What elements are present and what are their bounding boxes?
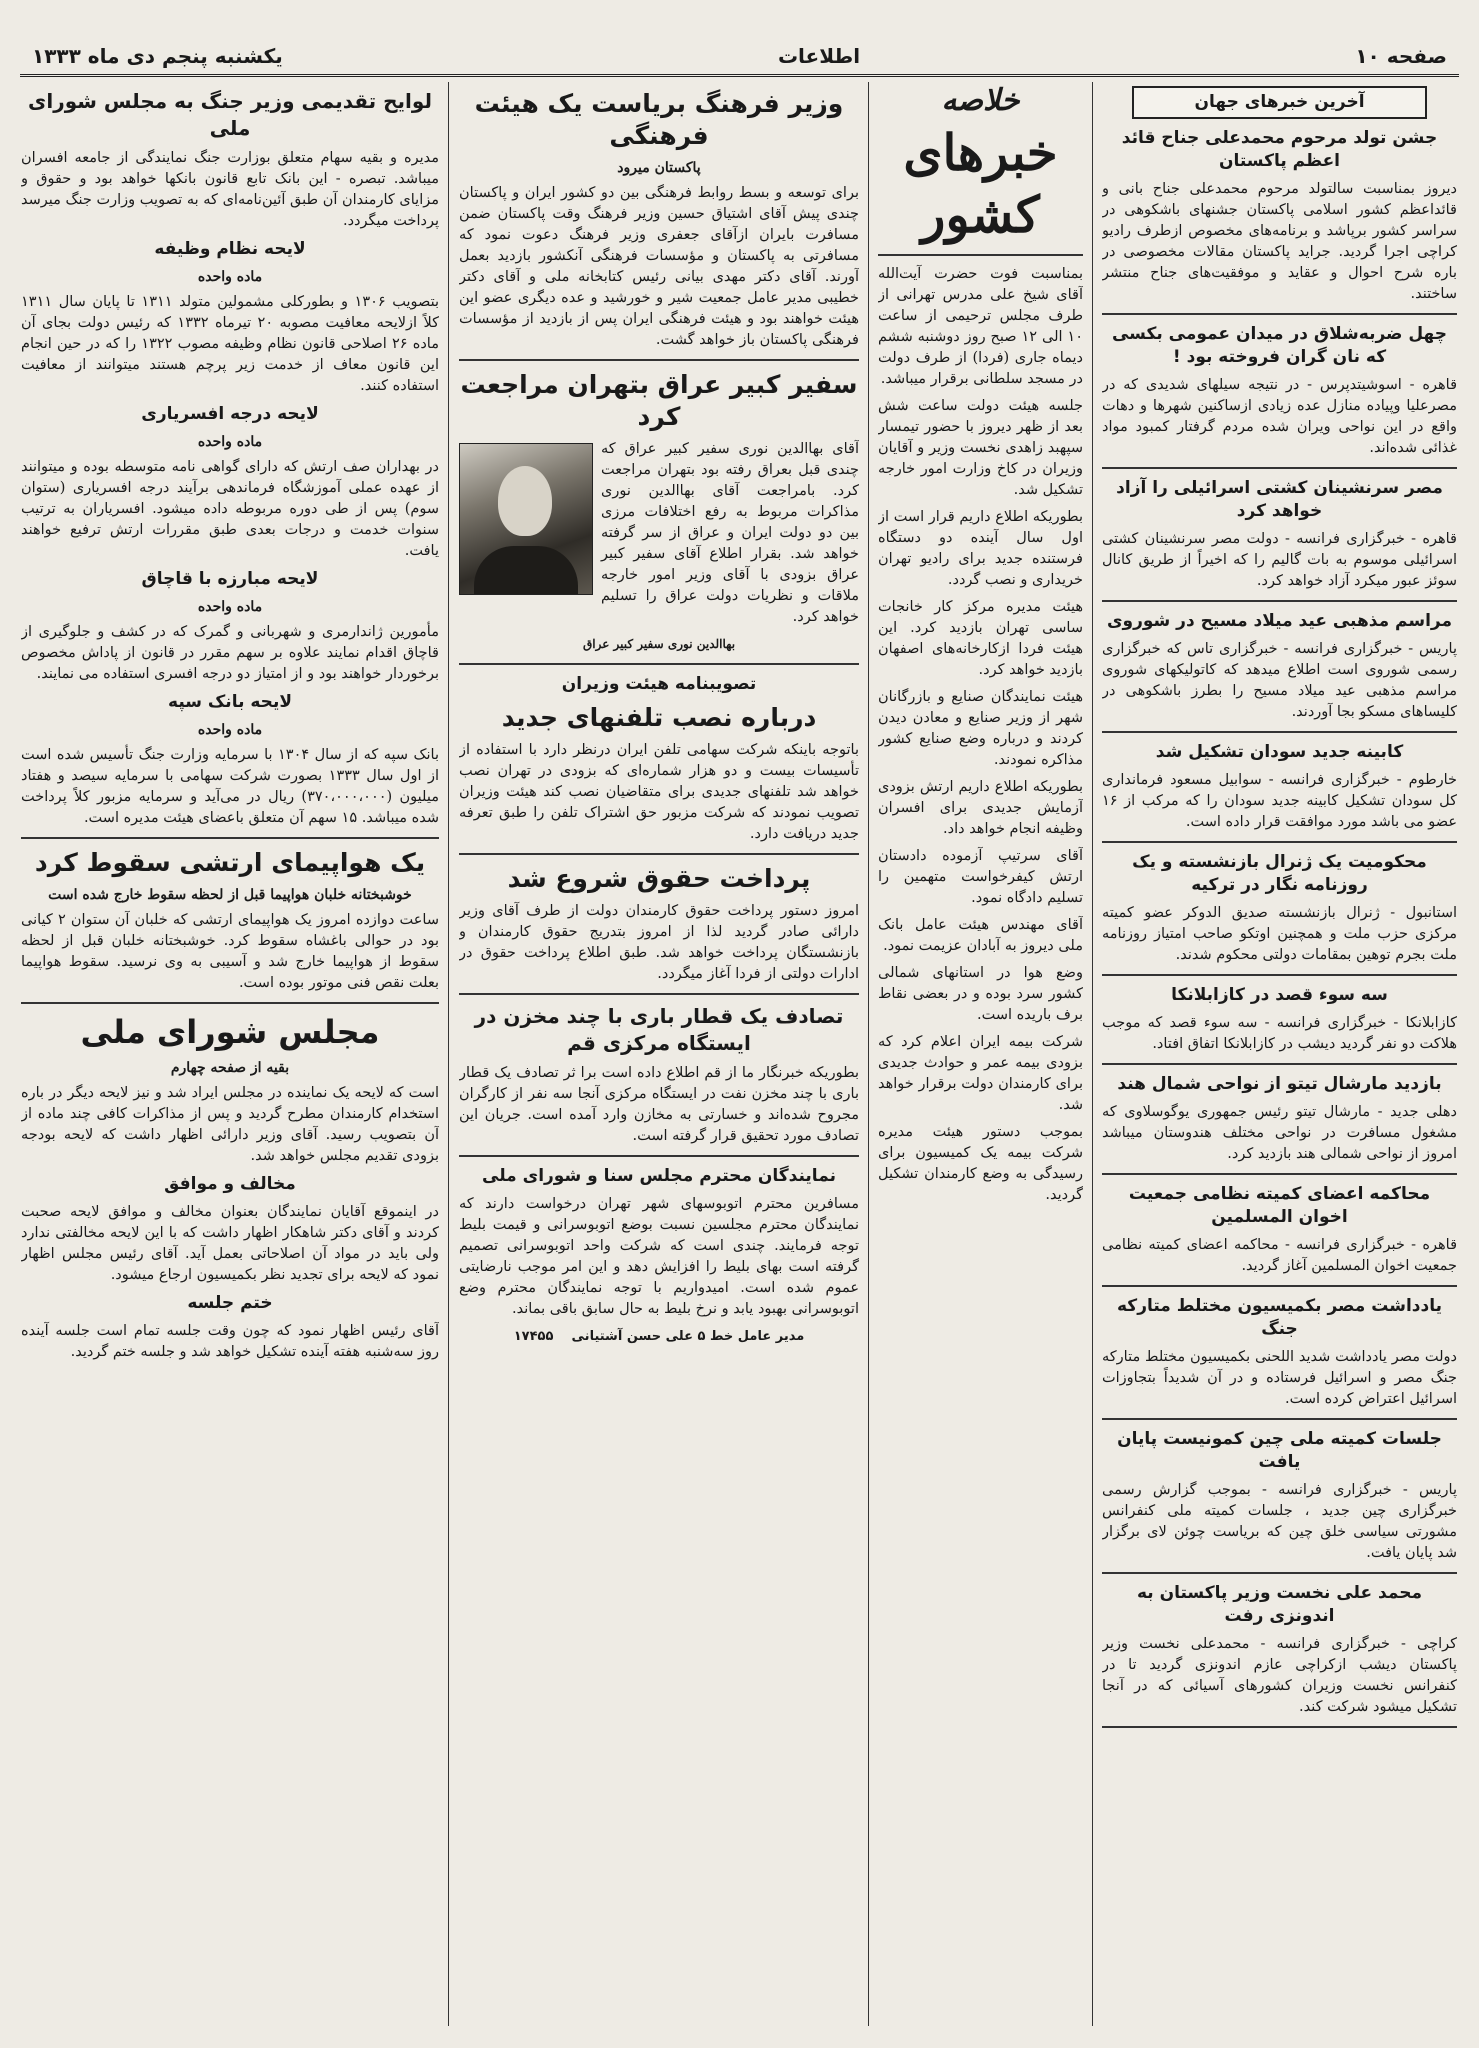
photo-caption: بهاالدین نوری سفیر کبیر عراق xyxy=(582,637,736,651)
divider xyxy=(1102,1063,1457,1065)
masthead xyxy=(20,38,1459,77)
salary-headline: پرداخت حقوق شروع شد xyxy=(507,864,811,893)
conscription-article: ماده واحده xyxy=(197,269,263,285)
divider xyxy=(459,359,859,361)
culture-minister-headline: وزیر فرهنگ بریاست یک هیئت فرهنگی xyxy=(474,89,844,150)
smuggling-article: ماده واحده xyxy=(197,599,263,615)
world-news-body: استانبول - ژنرال بازنشسته صدیق الدوکر عضو کمیته مرکزی حزب ملت و همچنین اوتکو صاحب امتیاز روزنامه ملت بجرم توهین بمقامات دولتی محکوم شدند. xyxy=(1102,905,1457,963)
world-news-headline: محکومیت یک ژنرال بازنشسته و یک روزنامه نگار در ترکیه xyxy=(1132,852,1427,895)
session-end-body: آقای رئیس اظهار نمود که چون وقت جلسه تمام است جلسه آینده روز سه‌شنبه هفته آینده تشکیل خواهد شد و جلسه ختم گردید. xyxy=(21,1323,439,1360)
divider xyxy=(21,1002,439,1004)
divider xyxy=(1102,731,1457,733)
majles-headline: مجلس شورای ملی xyxy=(80,1013,380,1051)
sepah-bank-body: بانک سپه که از سال ۱۳۰۴ با سرمایه وزارت جنگ تأسیس شده است از اول سال ۱۳۳۳ بصورت شرکت سهامی با سرمایه سیصد و هفتاد میلیون (۳۷۰،۰۰۰،۰۰۰) ریال در می‌آید و سرمایه مزبور کلاً پرداخت شده میباشد. ۱۵ سهم آن متعلق باعضای هیئت مدیره است. xyxy=(21,747,439,826)
salary-body: امروز دستور پرداخت حقوق کارمندان دولت از طرف آقای وزیر دارائی صادر گردید لذا از امروز بتدریج حقوق کارمندان و بازنشستگان پرداخت خواهد شد. طبق اطلاع پرداخت حقوق در ادارات دولتی از فردا آغاز میگردد. xyxy=(459,903,859,982)
world-news-body: دولت مصر یادداشت شدید اللحنی بکمیسیون مختلط متارکه جنگ مصر و اسرائیل فرستاده و در آن شدیداً بتجاوزات اسرائیل اعتراض کرده است. xyxy=(1102,1349,1457,1407)
world-news-headline: یادداشت مصر بکمیسیون مختلط متارکه جنگ xyxy=(1117,1296,1442,1339)
summary-item: آقای سرتیپ آزموده دادستان ارتش کیفرخواست متهمین را تسلیم دادگاه نمود. xyxy=(878,848,1083,906)
world-news-body: کازابلانکا - خبرگزاری فرانسه - سه سوء قصد که موجب هلاکت دو نفر گردید دیشب در کازابلانکا اتفاق افتاد. xyxy=(1102,1015,1457,1052)
conscription-body: بتصویب ۱۳۰۶ و بطورکلی مشمولین متولد ۱۳۱۱ تا پایان سال ۱۳۱۱ کلاً ازلایحه معافیت مصوبه ۲۰ تیرماه ۱۳۳۲ که رئیس دولت بجای آن ماده ۲۶ اصلاحی قانون نظام وظیفه مصوب ۱۳۲۲ را که در حین انجام این قانون معاف از خدمت زیر پرچم هستند میتوانند از معافیت استفاده کنند. xyxy=(21,294,439,394)
plane-crash-body: ساعت دوازده امروز یک هواپیمای ارتشی که خلبان آن ستوان ۲ کیانی بود در حوالی باغشاه سقوط کرد. خوشبختانه خلبان قبل از لحظه سقوط از هواپیما خارج شد و آسیبی به وی نرسید. سقوط هواپیما بعلت نقص فنی موتور بوده است. xyxy=(21,912,439,991)
majles-continued: بقیه از صفحه چهارم xyxy=(170,1060,290,1076)
divider xyxy=(459,853,859,855)
world-news-headline: مصر سرنشینان کشتی اسرائیلی را آزاد خواهد کرد xyxy=(1116,478,1443,521)
ad-number: ۱۷۴۵۵ xyxy=(513,1329,554,1344)
world-news-headline: مراسم مذهبی عید میلاد مسیح در شوروی xyxy=(1106,611,1453,631)
plane-crash-subhead: خوشبختانه خلبان هواپیما قبل از لحظه سقوط خارج شده است xyxy=(48,887,412,903)
column-rule xyxy=(448,82,449,2026)
parliament-column xyxy=(21,82,439,2026)
summary-kicker: خلاصه xyxy=(941,83,1020,118)
divider xyxy=(1102,313,1457,315)
telephone-body: باتوجه باینکه شرکت سهامی تلفن ایران درنظر دارد با استفاده از تأسیسات بیست و دو هزار شماره‌ای که بزودی در تهران نصب خواهد شد تلفنهای جدیدی برای متقاضیان نصب کند هیئت وزیران تصویب نمودند که شرکت مزبور حق اشتراک تلفن را طبق تعرفه جدید دریافت دارد. xyxy=(459,742,859,842)
column-rule xyxy=(868,82,869,2026)
divider xyxy=(1102,1173,1457,1175)
world-news-column xyxy=(1102,82,1457,2026)
smuggling-body: مأمورین ژاندارمری و شهربانی و گمرک که در کشف و جلوگیری از قاچاق اقدام نمایند علاوه بر سهم مقرر در قانون از پاداش مخصوص برخوردار خواهند بود و از امتیاز دو درجه افسری استفاده می نمایند. xyxy=(21,624,439,682)
opponents-supporters-title: مخالف و موافق xyxy=(164,1174,296,1194)
divider xyxy=(459,993,859,995)
train-accident-headline: تصادف یک قطار باری با چند مخزن در ایستگاه مرکزی قم xyxy=(474,1004,844,1055)
officer-rank-body: در بهداران صف ارتش که دارای گواهی نامه متوسطه بوده و میتوانند از عهده عملی آموزشگاه فرماندهی برآیند درجه افسریاری (ستوان سوم) پس از طی دوره مربوطه داده میشود. افسریاران به ترتیب سنوات خدمت و درجات بعدی طبق مقررات ارتش ترفیع خواهند یافت. xyxy=(21,459,439,559)
officer-rank-bill-title: لایحه درجه افسریاری xyxy=(141,404,319,424)
bills-intro: مدیره و بقیه سهام متعلق بوزارت جنگ نمایندگی از جامعه افسران میباشد. تبصره - این بانک تابع قانون بانکها خواهد بود و حقوق و مزایای کارمندان آن طبق آئین‌نامه‌ای که به تصویب وزارت جنگ میرسد پرداخت میگردد. xyxy=(21,150,439,229)
divider xyxy=(1102,600,1457,602)
world-news-body: دیروز بمناسبت سالتولد مرحوم محمدعلی جناح بانی و قائداعظم کشور اسلامی پاکستان جشنهای باشکوهی در سراسر کشور برپاشد و برنامه‌های مخصوص ازطرف رادیو کراچی اجرا گردید. جراید پاکستان مقالات مخصوصی در باره شرح احوال و عقاید و موفقیت‌های جناح منتشر ساختند. xyxy=(1102,181,1457,302)
culture-minister-subhead: پاکستان میرود xyxy=(617,160,701,176)
paper-name: اطلاعات xyxy=(777,44,861,68)
world-news-body: پاریس - خبرگزاری فرانسه - بموجب گزارش رسمی خبرگزاری چین جدید ، جلسات کمیته ملی کنفرانس مشورتی سیاسی خلق چین که بریاست چوئن لای برگزار شد پایان یافت. xyxy=(1102,1482,1457,1561)
divider xyxy=(21,837,439,839)
majles-body: است که لایحه یک نماینده در مجلس ایراد شد و نیز لایحه دیگر در باره استخدام کارمندان مطرح گردید و پس از مذاکرات کافی چند ماده از آن بتصویب رسید. آقای وزیر دارائی اظهار داشت که لایحه بودجه بزودی تقدیم مجلس خواهد شد. xyxy=(21,1085,439,1164)
world-news-body: قاهره - خبرگزاری فرانسه - دولت مصر سرنشینان کشتی اسرائیلی موسوم به بات گالیم را که اخیراً از طریق کانال سوئز عبور میکرد آزاد خواهد کرد. xyxy=(1102,531,1457,589)
world-news-headline: چهل ضربه‌شلاق در میدان عمومی بکسی که نان گران فروخته بود ! xyxy=(1111,324,1448,367)
summary-item: وضع هوا در استانهای شمالی کشور سرد بوده و در بعضی نقاط برف باریده است. xyxy=(878,965,1083,1023)
world-news-headline: بازدید مارشال تیتو از نواحی شمال هند xyxy=(1117,1074,1442,1094)
summary-item: بمناسبت فوت حضرت آیت‌الله آقای شیخ علی مدرس تهرانی از طرف مجلس ترحیمی از ساعت ۱۰ الی ۱۲ صبح روز دوشنبه ششم دیماه جاری (فردا) از طرف دولت در مسجد سلطانی برقرار میباشد. xyxy=(878,266,1083,387)
divider xyxy=(1102,841,1457,843)
iraq-ambassador-body: آقای بهاالدین نوری سفیر کبیر عراق که چندی قبل بعراق رفته بود بتهران مراجعت کرد. بامراجعت آقای بهاالدین نوری مذاکرات مربوط به رفع اختلافات مرزی بین دو دولت ایران و عراق از سر گرفته خواهد شد. بقرار اطلاع آقای سفیر کبیر عراق بزودی با آقای وزیر امور خارجه ملاقات و نظریات دولت عراق را تسلیم خواهد کرد. xyxy=(601,441,859,625)
sepah-bank-article: ماده واحده xyxy=(197,722,263,738)
divider xyxy=(1102,467,1457,469)
train-accident-body: بطوریکه خبرنگار ما از قم اطلاع داده است برا ثر تصادف یک قطار باری با چند مخزن نفت در ایستگاه مرکزی آنجا سه نفر از کارگران مجروح شده‌اند و خسارتی به مخازن وارد آمده است. جریان این تصادف مورد تحقیق قرار گرفته است. xyxy=(459,1065,859,1144)
summary-item: هیئت نمایندگان صنایع و بازرگانان شهر از وزیر صنایع و معادن دیدن کردند و درباره وضع صنایع کشور مذاکره نمودند. xyxy=(878,689,1083,768)
world-news-headline: محمد علی نخست وزیر پاکستان به اندونزی رفت xyxy=(1136,1583,1423,1626)
war-minister-bills-headline: لوایح تقدیمی وزیر جنگ به مجلس شورای ملی xyxy=(28,89,432,140)
letter-headline: نمایندگان محترم مجلس سنا و شورای ملی xyxy=(482,1166,836,1186)
smuggling-bill-title: لایحه مبارزه با قاچاق xyxy=(141,569,319,589)
world-news-body: قاهره - اسوشیتدپرس - در نتیجه سیلهای شدیدی که در مصرعلیا وپیاده منازل عده زیادی ازساکنین شهرها و دهات واقع در این نواحی ویران شده مردم گرفتار کمبود مواد غذائی شده‌اند. xyxy=(1102,377,1457,456)
summary-title: خبرهای کشور xyxy=(903,123,1058,244)
summary-item: جلسه هیئت دولت ساعت شش بعد از ظهر دیروز با حضور تیمسار سپهبد زاهدی نخست وزیر و آقایان وزیران در کاخ وزارت امور خارجه تشکیل شد. xyxy=(878,398,1083,498)
world-news-body: خارطوم - خبرگزاری فرانسه - سوابیل مسعود فرمانداری کل سودان تشکیل کابینه جدید سودان را که مرکب از ۱۶ عضو می باشد مورد موافقت قرار داده است. xyxy=(1102,772,1457,830)
world-news-headline: کابینه جدید سودان تشکیل شد xyxy=(1155,742,1404,762)
world-news-body: پاریس - خبرگزاری فرانسه - خبرگزاری تاس که خبرگزاری رسمی شوروی است اطلاع میدهد که کاتولیکهای شوروی مراسم مذهبی عید میلاد مسیح را بطرز باشکوهی در کلیساهای مسکو بجا آوردند. xyxy=(1102,641,1457,720)
divider xyxy=(1102,1726,1457,1728)
world-news-box-title: آخرین خبرهای جهان xyxy=(1132,86,1427,119)
world-news-body: قاهره - خبرگزاری فرانسه - محاکمه اعضای کمیته نظامی جمعیت اخوان المسلمین آغاز گردید. xyxy=(1102,1237,1457,1274)
telephone-headline: درباره نصب تلفنهای جدید xyxy=(501,703,817,732)
divider xyxy=(1102,1418,1457,1420)
session-end-title: ختم جلسه xyxy=(187,1293,273,1313)
divider xyxy=(1102,974,1457,976)
letter-signature xyxy=(459,1326,859,1347)
conscription-bill-title: لایحه نظام وظیفه xyxy=(154,239,306,259)
iraq-ambassador-headline: سفیر کبیر عراق بتهران مراجعت کرد xyxy=(460,370,858,431)
center-column xyxy=(459,82,859,2026)
world-news-headline: جشن تولد مرحوم محمدعلی جناح قائد اعظم پاکستان xyxy=(1121,128,1438,171)
telephone-headline-top: تصویبنامه هیئت وزیران xyxy=(561,674,757,694)
summary-item: هیئت مدیره مرکز کار خانجات ساسی تهران بازدید کرد. این هیئت فردا ازکارخانه‌های اصفهان بازدید خواهد کرد. xyxy=(878,599,1083,678)
world-news-headline: سه سوء قصد در کازابلانکا xyxy=(1171,985,1388,1005)
world-news-headline: محاکمه اعضای کمیته نظامی جمعیت اخوان المسلمین xyxy=(1128,1184,1431,1227)
divider xyxy=(878,254,1083,256)
summary-item: بموجب دستور هیئت مدیره شرکت بیمه یک کمیسیون برای رسیدگی به وضع کارمندان تشکیل گردید. xyxy=(878,1124,1083,1203)
column-rule xyxy=(1092,82,1093,2026)
summary-item: بطوریکه اطلاع داریم قرار است از اول سال آینده دو دستگاه فرستنده جدید برای رادیو تهران خریداری و نصب گردد. xyxy=(878,509,1083,588)
divider xyxy=(459,1155,859,1157)
opponents-supporters-body: در اینموقع آقایان نمایندگان بعنوان مخالف و موافق لایحه صحبت کردند و آقای دکتر شاهکار اظهار داشت که با این لایحه مخالفتی ندارد ولی باید در مواد آن اصلاحاتی بعمل آید. آقای رئیس مجلس اظهار نمود که لایحه برای تجدید نظر بکمیسیون ارجاع میشود. xyxy=(21,1204,439,1283)
ambassador-photo xyxy=(459,443,593,595)
letter-body: مسافرین محترم اتوبوسهای شهر تهران درخواست دارند که نمایندگان محترم مجلسین نسبت بوضع اتوبوسرانی و قیمت بلیط توجه فرمایند. چندی است که شرکت واحد اتوبوسرانی تصمیم گرفته است بهای بلیط را افزایش دهد و این امر موجب نارضایتی عموم شده است. امیدواریم با توجه نمایندگان محترم وضع اتوبوسرانی بهبود یابد و نرخ بلیط به حال سابق باقی بماند. xyxy=(459,1196,859,1317)
plane-crash-headline: یک هواپیمای ارتشی سقوط کرد xyxy=(34,848,426,877)
world-news-headline: جلسات کمیته ملی چین کمونیست پایان یافت xyxy=(1117,1429,1442,1472)
culture-minister-body: برای توسعه و بسط روابط فرهنگی بین دو کشور ایران و پاکستان چندی پیش آقای اشتیاق حسین وزیر فرهنگ وقت پاکستان ضمن مسافرت بایران ازآقای جعفری وزیر فرهنگ دعوت نمود که مسافرتی به پاکستان و مؤسسات فرهنگی آنکشور بازدید بعمل آورند. آقای دکتر مهدی بیانی رئیس کتابخانه ملی و آقای دکتر خطیبی مدیر عامل جمعیت شیر و خورشید و عده دیگری عضو این هیئت خواهند بود و هیئت فرهنگی ایران پس از بازدید از مؤسسات فرهنگی پاکستان باز خواهد گشت. xyxy=(459,185,859,348)
summary-item: شرکت بیمه ایران اعلام کرد که بزودی بیمه عمر و حوادث جدیدی برای کارمندان دولت برقرار خواهد شد. xyxy=(878,1034,1083,1113)
page-number: صفحه ۱۰ xyxy=(1355,44,1447,68)
summary-item: بطوریکه اطلاع داریم ارتش بزودی آزمایش جدیدی برای افسران وظیفه انجام خواهد داد. xyxy=(878,779,1083,837)
signature-name: مدیر عامل خط ۵ علی حسن آشتیانی xyxy=(571,1329,805,1344)
divider xyxy=(1102,1285,1457,1287)
world-news-body: کراچی - خبرگزاری فرانسه - محمدعلی نخست وزیر پاکستان دیشب ازکراچی عازم اندونزی گردید تا در کنفرانس نخست وزیران کشورهای آسیائی که در آنجا تشکیل میشود شرکت کند. xyxy=(1102,1636,1457,1715)
divider xyxy=(1102,1572,1457,1574)
national-summary-column xyxy=(878,82,1083,2026)
officer-rank-article: ماده واحده xyxy=(197,434,263,450)
divider xyxy=(459,663,859,665)
issue-date: یکشنبه پنجم دی ماه ۱۳۳۳ xyxy=(32,44,283,68)
world-news-body: دهلی جدید - مارشال تیتو رئیس جمهوری یوگوسلاوی که مشغول مسافرت در نواحی مختلف هندوستان میباشد امروز از نواحی شمالی هند بازدید کرد. xyxy=(1102,1104,1457,1162)
summary-item: آقای مهندس هیئت عامل بانک ملی دیروز به آبادان عزیمت نمود. xyxy=(878,917,1083,954)
sepah-bank-bill-title: لایحه بانک سپه xyxy=(168,692,292,712)
